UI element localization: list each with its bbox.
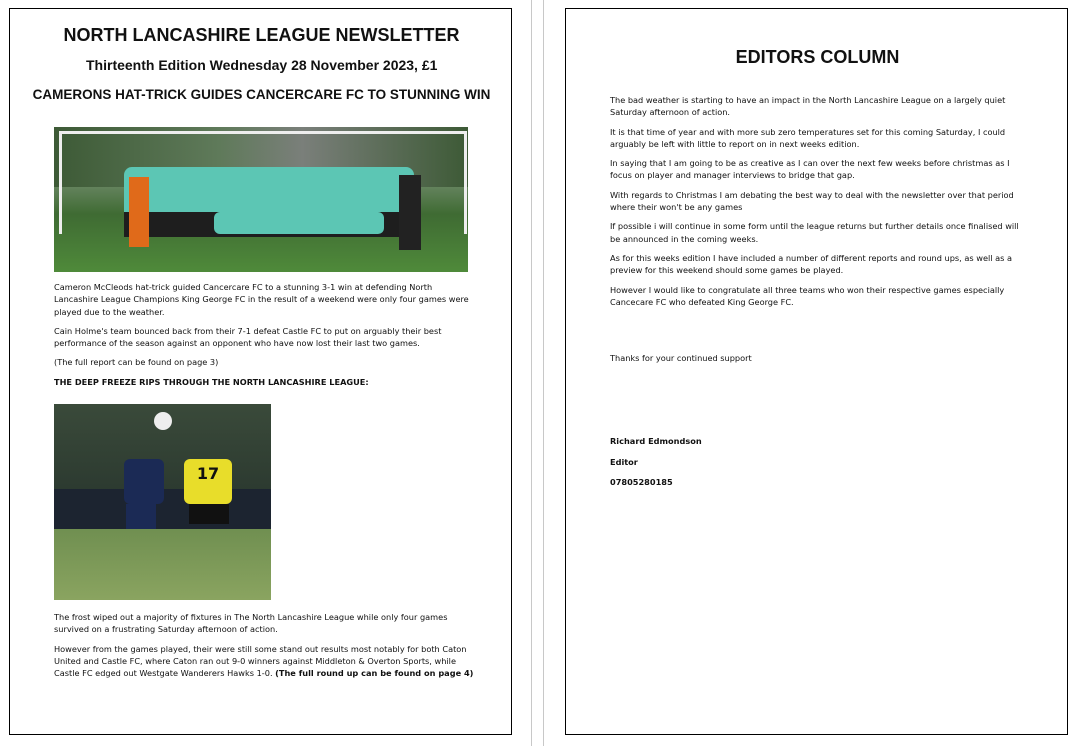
editor-paragraph: In saying that I am going to be as creative as I can over the next few weeks before christmas as I focus on player and manager interviews to bridge that gap. bbox=[610, 158, 1010, 181]
headline: CAMERONS HAT-TRICK GUIDES CANCERCARE FC TO STUNNING WIN bbox=[32, 87, 491, 102]
team-photo bbox=[54, 127, 468, 272]
signature-role: Editor bbox=[610, 457, 638, 467]
editor-paragraph: It is that time of year and with more sub zero temperatures set for this coming Saturday, I could arguably be left with little to report on in next weeks edition. bbox=[610, 126, 1006, 149]
editor-paragraph: However I would like to congratulate all three teams who won their respective games especially Cancecare FC who defeated King George FC. bbox=[610, 284, 1005, 307]
shirt-number: 17 bbox=[184, 459, 232, 504]
freeze-paragraph-2-text: However from the games played, their were still some stand out results most notably for both Caton United and Castle FC, where Caton ran out 9-0 winners against Middleton & Overton Sports, while Castle FC edged out Westgate Wanderers Hawks 1-0. bbox=[54, 643, 467, 679]
edition-line: Thirteenth Edition Wednesday 28 November 2023, £1 bbox=[86, 57, 438, 73]
signature-name: Richard Edmondson bbox=[610, 436, 702, 446]
editor-paragraph: With regards to Christmas I am debating the best way to deal with the newsletter over that period where their won't be any games bbox=[610, 189, 1014, 213]
report-reference: (The full report can be found on page 3) bbox=[54, 357, 219, 368]
subheadline: THE DEEP FREEZE RIPS THROUGH THE NORTH LANCASHIRE LEAGUE: bbox=[54, 376, 369, 387]
lead-paragraph-1: Cameron McCleods hat-trick guided Cancercare FC to a stunning 3-1 win at defending North Lancashire League Champions King George FC in the result of a weekend were only four games were played due to the weather. bbox=[54, 282, 469, 317]
page-separator bbox=[531, 0, 532, 746]
thanks-line: Thanks for your continued support bbox=[610, 353, 752, 363]
freeze-paragraph-2 bbox=[54, 643, 474, 680]
newsletter-title: NORTH LANCASHIRE LEAGUE NEWSLETTER bbox=[63, 25, 460, 45]
freeze-story bbox=[54, 611, 474, 686]
editor-paragraph: If possible i will continue in some form until the league returns but further details once finalised will be announced in the coming weeks. bbox=[610, 221, 1019, 244]
newsletter-page-1 bbox=[9, 8, 512, 735]
editor-paragraph: As for this weeks edition I have included a number of different reports and round ups, as well as a preview for this weekend should some games be played. bbox=[610, 252, 1013, 276]
freeze-paragraph-1: The frost wiped out a majority of fixtures in The North Lancashire League while only four games survived on a frustrating Saturday afternoon of action. bbox=[54, 612, 448, 635]
page-separator bbox=[543, 0, 544, 746]
newsletter-page-2 bbox=[565, 8, 1068, 735]
editors-column-body bbox=[610, 94, 1030, 315]
signature-phone: 07805280185 bbox=[610, 477, 673, 487]
lead-story bbox=[54, 281, 474, 395]
roundup-reference: (The full round up can be found on page 4) bbox=[275, 668, 474, 679]
lead-paragraph-2: Cain Holme's team bounced back from their 7-1 defeat Castle FC to put on arguably their best performance of the season against an opponent who have now lost their last two games. bbox=[54, 325, 442, 349]
editors-column-title: EDITORS COLUMN bbox=[735, 47, 900, 67]
editor-paragraph: The bad weather is starting to have an impact in the North Lancashire League on a largely quiet Saturday afternoon of action. bbox=[610, 95, 1006, 118]
match-action-photo bbox=[54, 404, 271, 600]
